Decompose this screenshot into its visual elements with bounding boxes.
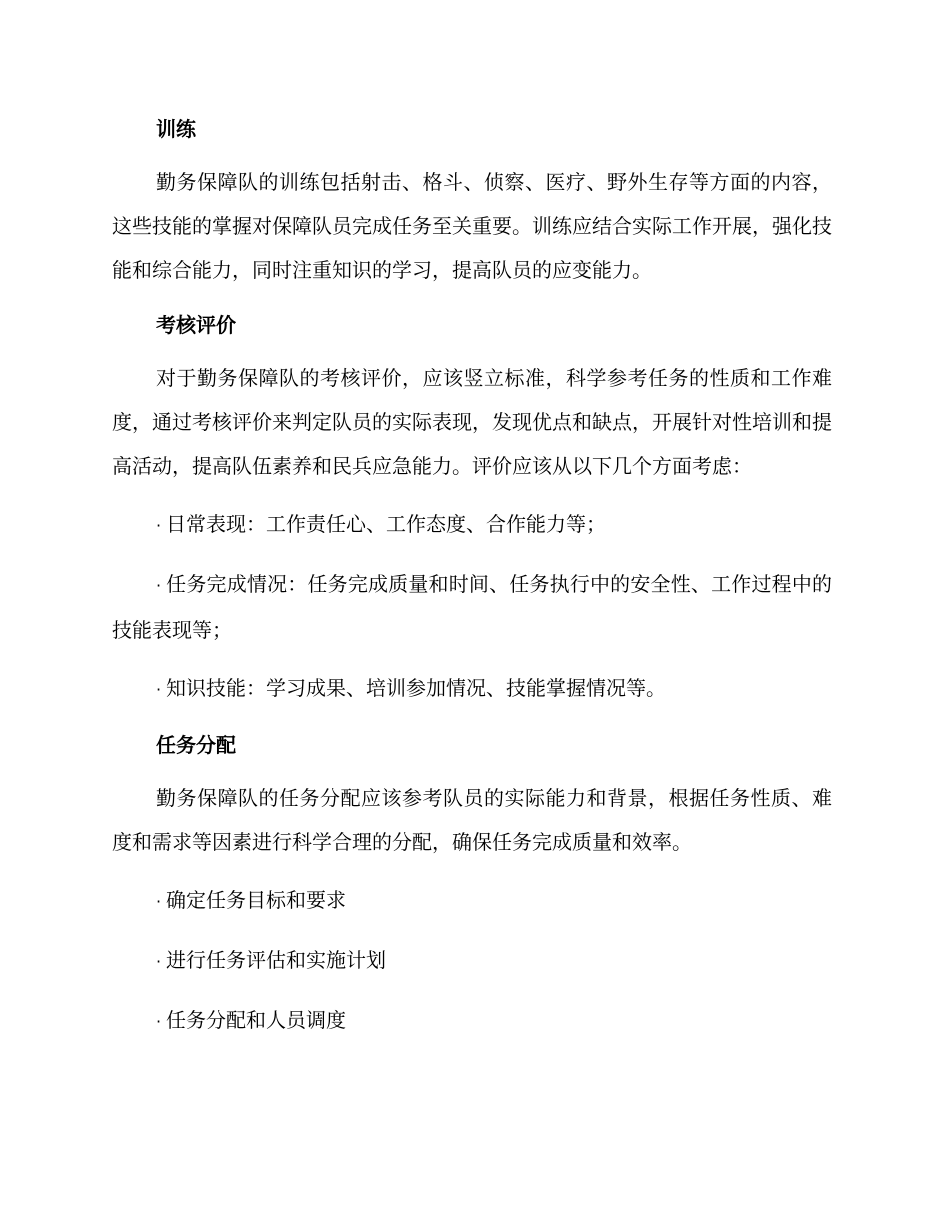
bullet-dot: · — [156, 892, 162, 911]
bullet-text: 任务完成情况：任务完成质量和时间、任务执行中的安全性、工作过程中的技能表现等； — [112, 572, 832, 642]
bullet-dot: · — [156, 680, 162, 699]
bullet-text: 进行任务评估和实施计划 — [166, 948, 386, 972]
bullet-text: 任务分配和人员调度 — [166, 1008, 346, 1032]
bullet-item — [112, 502, 832, 548]
bullet-text: 确定任务目标和要求 — [166, 888, 346, 912]
bullet-item — [112, 666, 832, 712]
section-heading-assessment: 考核评价 — [156, 313, 236, 337]
bullet-item — [112, 878, 832, 924]
bullet-dot: · — [156, 576, 162, 595]
bullet-item — [112, 998, 832, 1044]
bullet-dot: · — [156, 952, 162, 971]
section-heading-training: 训练 — [156, 117, 196, 141]
section-paragraph-assessment: 对于勤务保障队的考核评价，应该竖立标准，科学参考任务的性质和工作难度，通过考核评价来判定队员的实际表现，发现优点和缺点，开展针对性培训和提高活动，提高队伍素养和民兵应急能力。评价应该从以下几个方面考虑： — [112, 366, 832, 478]
document-body — [112, 110, 832, 1058]
section-heading-task-allocation: 任务分配 — [156, 733, 236, 757]
section-paragraph-task-allocation: 勤务保障队的任务分配应该参考队员的实际能力和背景，根据任务性质、难度和需求等因素进行科学合理的分配，确保任务完成质量和效率。 — [112, 786, 832, 854]
bullet-text: 知识技能：学习成果、培训参加情况、技能掌握情况等。 — [166, 676, 666, 700]
bullet-dot: · — [156, 1012, 162, 1031]
bullet-dot: · — [156, 516, 162, 535]
section-paragraph-training: 勤务保障队的训练包括射击、格斗、侦察、医疗、野外生存等方面的内容，这些技能的掌握对保障队员完成任务至关重要。训练应结合实际工作开展，强化技能和综合能力，同时注重知识的学习，提高队员的应变能力。 — [112, 170, 832, 282]
bullet-item — [112, 938, 832, 984]
bullet-text: 日常表现：工作责任心、工作态度、合作能力等； — [166, 512, 606, 536]
bullet-item — [112, 562, 832, 652]
